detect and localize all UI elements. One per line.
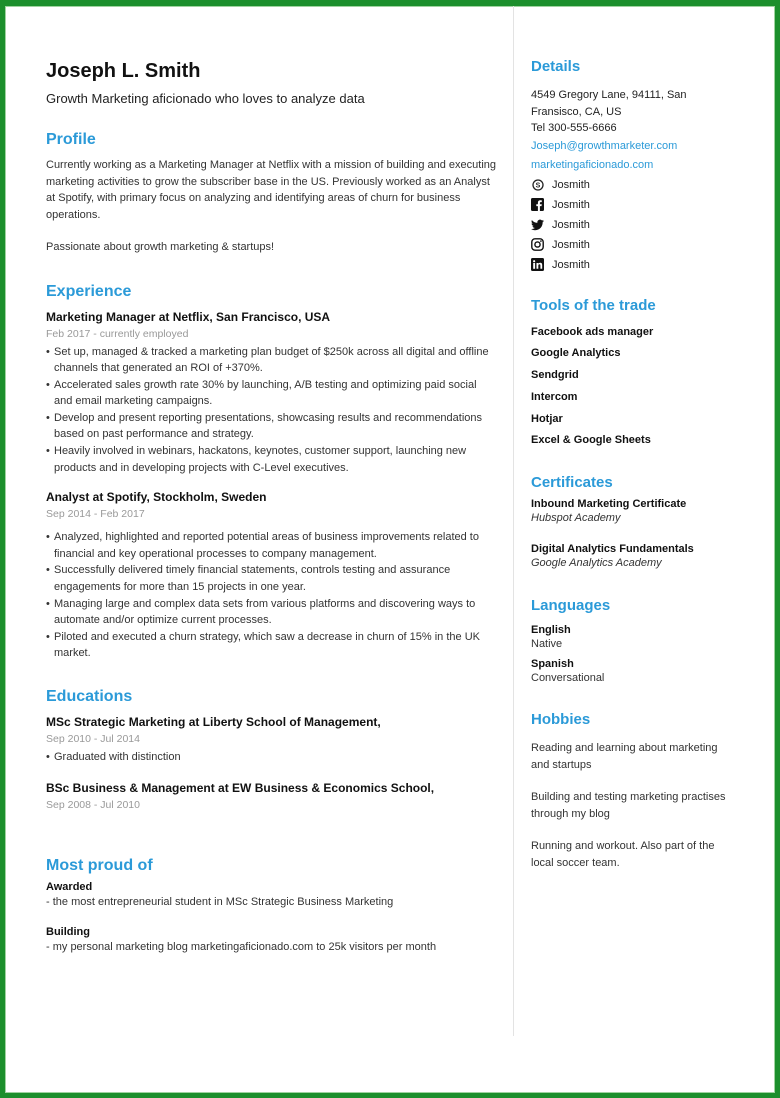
certificate-entry bbox=[531, 543, 746, 572]
profile-heading: Profile bbox=[46, 131, 96, 148]
proud-label: Building bbox=[46, 926, 90, 939]
profile-paragraph: Currently working as a Marketing Manager at Netflix with a mission of building and executing marketing activities to grow the subscriber base in the US. Previously worked as an Analyst at Spotify, with primary focus on analyzing and identifying areas of churn for business operations. bbox=[46, 159, 496, 221]
tools-heading: Tools of the trade bbox=[531, 296, 656, 314]
hobbies-heading: Hobbies bbox=[531, 711, 591, 729]
details-heading: Details bbox=[531, 58, 581, 75]
job-bullets bbox=[46, 344, 496, 477]
tool-item: Hotjar bbox=[531, 412, 563, 425]
job-bullet: • Accelerated sales growth rate 30% by launching, A/B testing and optimizing paid social and email marketing campaigns. bbox=[46, 377, 496, 410]
social-handle: Josmith bbox=[552, 258, 590, 271]
degree-date: Sep 2010 - Jul 2014 bbox=[46, 733, 140, 745]
certificate-name: Digital Analytics Fundamentals bbox=[531, 542, 694, 555]
social-facebook[interactable] bbox=[531, 195, 746, 215]
instagram-icon bbox=[531, 238, 544, 251]
facebook-icon bbox=[531, 198, 544, 211]
profile-paragraph-2: Passionate about growth marketing & startups! bbox=[46, 241, 275, 253]
language-entry bbox=[531, 658, 746, 687]
job-bullet: • Successfully delivered timely financial statements, controls testing and assurance engagements for more than 15 projects in one year. bbox=[46, 562, 496, 595]
candidate-name: Joseph L. Smith bbox=[46, 60, 201, 82]
address-line: 4549 Gregory Lane, 94111, San bbox=[531, 89, 687, 101]
column-divider bbox=[513, 6, 514, 1036]
language-level: Conversational bbox=[531, 671, 605, 684]
degree-bullet: • Graduated with distinction bbox=[46, 749, 496, 766]
hobby-item: Building and testing marketing practises through my blog bbox=[531, 791, 726, 820]
job-date: Sep 2014 - Feb 2017 bbox=[46, 508, 145, 521]
certificates-heading: Certificates bbox=[531, 474, 613, 492]
phone-number: Tel 300-555-6666 bbox=[531, 122, 617, 134]
job-bullet: • Managing large and complex data sets from various platforms and discovering ways to automate and/or optimize current processes. bbox=[46, 596, 496, 629]
address-line: Fransisco, CA, US bbox=[531, 105, 622, 118]
language-entry bbox=[531, 624, 746, 653]
linkedin-icon bbox=[531, 258, 544, 271]
proud-heading: Most proud of bbox=[46, 856, 153, 874]
social-instagram[interactable] bbox=[531, 235, 746, 255]
social-handle: Josmith bbox=[552, 218, 590, 231]
details-block bbox=[531, 87, 746, 275]
experience-heading: Experience bbox=[46, 282, 132, 300]
tool-item: Intercom bbox=[531, 390, 578, 403]
degree-title: MSc Strategic Marketing at Liberty School of Management, bbox=[46, 715, 381, 729]
job-title: Marketing Manager at Netflix, San Francisco, USA bbox=[46, 309, 331, 324]
tagline: Growth Marketing aficionado who loves to analyze data bbox=[46, 91, 365, 106]
proud-label: Awarded bbox=[46, 880, 93, 893]
certificate-issuer: Hubspot Academy bbox=[531, 512, 621, 525]
education-heading: Educations bbox=[46, 688, 133, 705]
job-bullet: • Analyzed, highlighted and reported potential areas of business improvements related to financial and key operational processes to company management. bbox=[46, 529, 496, 562]
twitter-icon bbox=[531, 218, 544, 231]
right-column bbox=[531, 58, 746, 871]
job-bullet: • Develop and present reporting presentations, showcasing results and recommendations based on past performance and strategy. bbox=[46, 410, 496, 443]
tool-item: Excel & Google Sheets bbox=[531, 434, 651, 447]
tool-item: Sendgrid bbox=[531, 369, 579, 382]
proud-text: - the most entrepreneurial student in MSc Strategic Business Marketing bbox=[46, 895, 394, 908]
language-name: English bbox=[531, 624, 571, 637]
job-date: Feb 2017 - currently employed bbox=[46, 327, 189, 340]
social-handle: Josmith bbox=[552, 178, 590, 191]
education-entry bbox=[46, 781, 496, 811]
proud-entry bbox=[46, 881, 496, 911]
hobby-item: Reading and learning about marketing and startups bbox=[531, 742, 718, 771]
job-entry bbox=[46, 310, 496, 477]
languages-heading: Languages bbox=[531, 597, 611, 615]
job-bullet: • Piloted and executed a churn strategy, which saw a decrease in churn of 15% in the UK market. bbox=[46, 629, 496, 662]
social-handle: Josmith bbox=[552, 198, 590, 211]
degree-bullets bbox=[46, 749, 496, 766]
job-entry bbox=[46, 490, 496, 662]
tool-item: Facebook ads manager bbox=[531, 325, 654, 338]
social-linkedin[interactable] bbox=[531, 255, 746, 275]
email-link[interactable]: Joseph@growthmarketer.com bbox=[531, 139, 678, 152]
job-bullet: • Heavily involved in webinars, hackatons, keynotes, customer support, launching new products and in developing projects with C-Level executives. bbox=[46, 443, 496, 476]
certificate-issuer: Google Analytics Academy bbox=[531, 556, 662, 569]
certificate-name: Inbound Marketing Certificate bbox=[531, 498, 687, 511]
certificate-entry bbox=[531, 498, 746, 527]
tool-item: Google Analytics bbox=[531, 347, 621, 360]
website-link[interactable]: marketingaficionado.com bbox=[531, 158, 654, 171]
language-name: Spanish bbox=[531, 657, 574, 670]
job-bullet: • Set up, managed & tracked a marketing plan budget of $250k across all digital and offline channels that generated an ROI of +370%. bbox=[46, 344, 496, 377]
education-entry bbox=[46, 715, 496, 766]
skype-icon bbox=[531, 178, 544, 191]
degree-title: BSc Business & Management at EW Business & Economics School, bbox=[46, 780, 435, 795]
social-handle: Josmith bbox=[552, 238, 590, 251]
tools-list bbox=[531, 322, 746, 453]
social-twitter[interactable] bbox=[531, 215, 746, 235]
social-skype[interactable] bbox=[531, 175, 746, 195]
svg-text:S: S bbox=[535, 182, 540, 190]
proud-entry bbox=[46, 926, 496, 956]
job-bullets bbox=[46, 529, 496, 662]
hobby-item: Running and workout. Also part of the local soccer team. bbox=[531, 840, 715, 869]
proud-text: - my personal marketing blog marketingaficionado.com to 25k visitors per month bbox=[46, 941, 437, 954]
language-level: Native bbox=[531, 638, 563, 651]
degree-date: Sep 2008 - Jul 2010 bbox=[46, 798, 140, 811]
left-column bbox=[46, 58, 496, 956]
job-title: Analyst at Spotify, Stockholm, Sweden bbox=[46, 490, 267, 505]
